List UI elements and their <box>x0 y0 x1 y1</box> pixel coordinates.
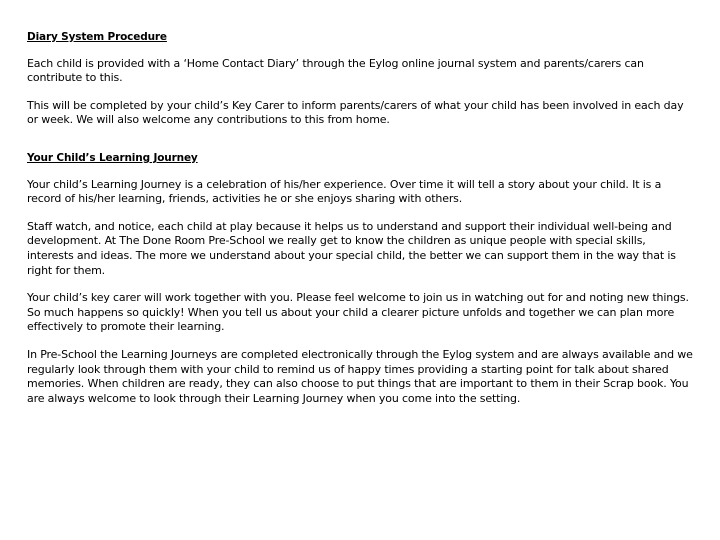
section-spacer <box>27 141 695 151</box>
paragraph: In Pre-School the Learning Journeys are completed electronically through the Eylog system and are always available and we regularly look through them with your child to remind us of happy times providing a starting point for talk about shared memories. When children are ready, they can also choose to put things that are important to them in their Scrap book. You are always welcome to look through their Learning Journey when you come into the setting. <box>27 347 693 405</box>
document-page <box>27 30 695 419</box>
paragraph: This will be completed by your child’s Key Carer to inform parents/carers of what your child has been involved in each day or week. We will also welcome any contributions to this from home. <box>27 98 684 127</box>
section-heading: Your Child’s Learning Journey <box>27 151 198 164</box>
paragraph: Your child’s key carer will work together with you. Please feel welcome to join us in watching out for and noting new things. So much happens so quickly! When you tell us about your child a clearer picture unfolds and together we can plan more effectively to promote their learning. <box>27 291 689 334</box>
section-diary-system <box>27 30 695 128</box>
section-heading: Diary System Procedure <box>27 31 167 43</box>
section-learning-journey <box>27 151 695 406</box>
paragraph: Your child’s Learning Journey is a celebration of his/her experience. Over time it will tell a story about your child. It is a record of his/her learning, friends, activities he or she enjoys sharing with others. <box>27 177 662 206</box>
paragraph: Each child is provided with a ‘Home Contact Diary’ through the Eylog online journal system and parents/carers can contribute to this. <box>27 56 644 85</box>
paragraph: Staff watch, and notice, each child at play because it helps us to understand and support their individual well-being and development. At The Done Room Pre-School we really get to know the children as unique people with special skills, interests and ideas. The more we understand about your special child, the better we can support them in the way that is right for them. <box>27 219 676 277</box>
